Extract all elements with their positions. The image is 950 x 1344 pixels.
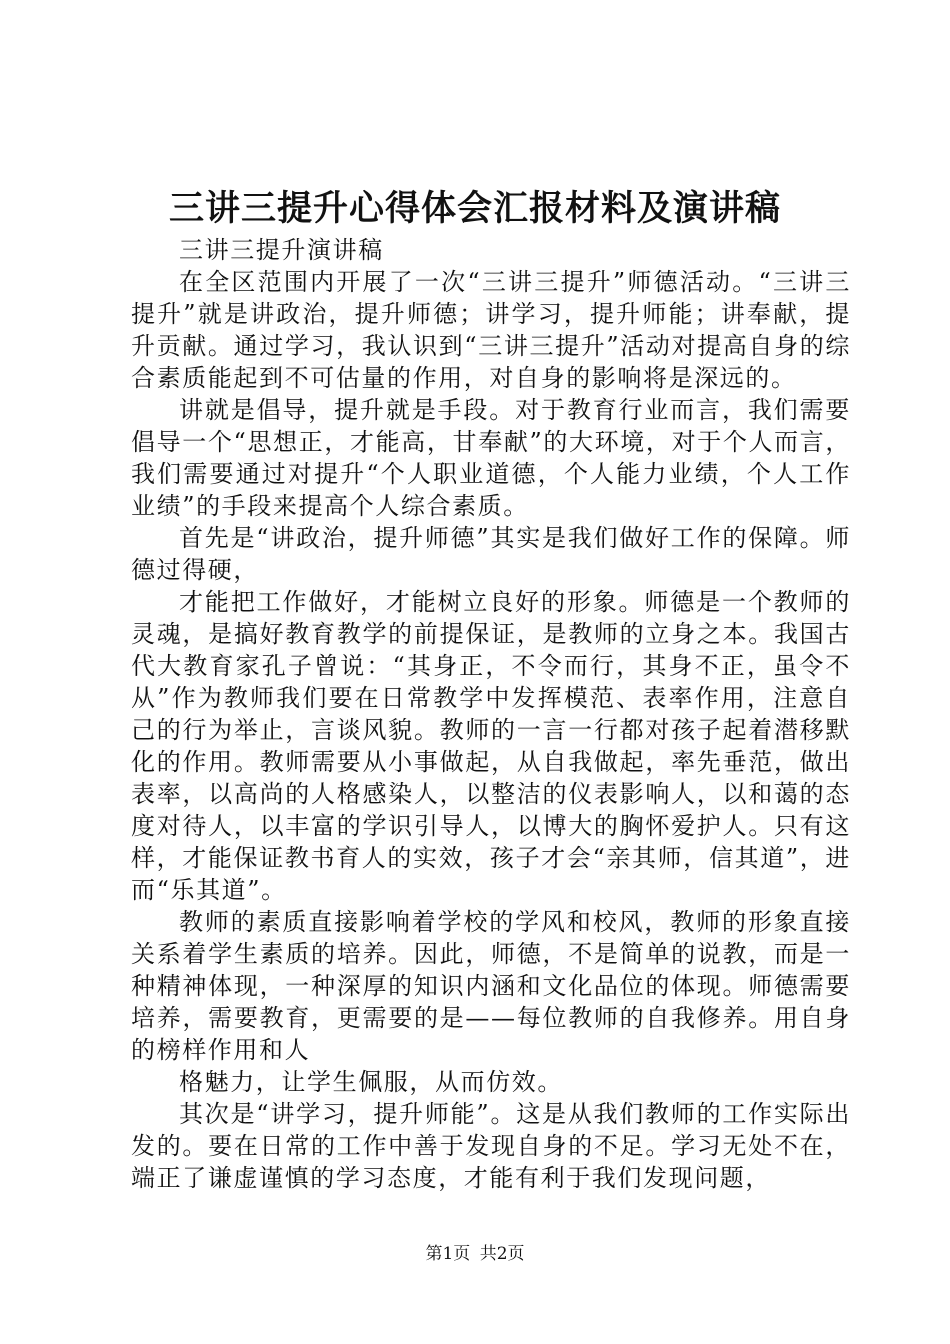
paragraph: 首先是“讲政治，提升师德”其实是我们做好工作的保障。师德过得硬， [131, 524, 851, 584]
page-footer [0, 1243, 950, 1265]
paragraph: 教师的素质直接影响着学校的学风和校风，教师的形象直接关系着学生素质的培养。因此，师德，不是简单的说教，而是一种精神体现，一种深厚的知识内涵和文化品位的体现。师德需要培养，需要教育，更需要的是——每位教师的自我修养。用自身的榜样作用和人 [131, 908, 851, 1064]
paragraph: 才能把工作做好，才能树立良好的形象。师德是一个教师的灵魂，是搞好教育教学的前提保证，是教师的立身之本。我国古代大教育家孔子曾说：“其身正，不令而行，其身不正，虽令不从”作为教师我们要在日常教学中发挥模范、表率作用，注意自己的行为举止，言谈风貌。教师的一言一行都对孩子起着潜移默化的作用。教师需要从小事做起，从自我做起，率先垂范，做出表率，以高尚的人格感染人，以整洁的仪表影响人，以和蔼的态度对待人，以丰富的学识引导人，以博大的胸怀爱护人。只有这样，才能保证教书育人的实效，孩子才会“亲其师，信其道”，进而“乐其道”。 [131, 588, 851, 904]
paragraph: 其次是“讲学习，提升师能”。这是从我们教师的工作实际出发的。要在日常的工作中善于发现自身的不足。学习无处不在，端正了谦虚谨慎的学习态度，才能有利于我们发现问题， [131, 1100, 851, 1192]
paragraph: 在全区范围内开展了一次“三讲三提升”师德活动。“三讲三提升”就是讲政治，提升师德；讲学习，提升师能；讲奉献，提升贡献。通过学习，我认识到“三讲三提升”活动对提高自身的综合素质能起到不可估量的作用，对自身的影响将是深远的。 [131, 268, 851, 392]
document-title: 三讲三提升心得体会汇报材料及演讲稿 [168, 188, 781, 229]
page-total: 共2页 [479, 1244, 525, 1264]
paragraph: 格魅力，让学生佩服，从而仿效。 [179, 1068, 563, 1096]
page-number: 第1页 [425, 1244, 471, 1264]
paragraph-subtitle: 三讲三提升演讲稿 [179, 236, 384, 264]
paragraph: 讲就是倡导，提升就是手段。对于教育行业而言，我们需要倡导一个“思想正，才能高，甘奉献”的大环境，对于个人而言，我们需要通过对提升“个人职业道德，个人能力业绩，个人工作业绩”的手段来提高个人综合素质。 [131, 396, 851, 520]
document-body [131, 234, 851, 1194]
